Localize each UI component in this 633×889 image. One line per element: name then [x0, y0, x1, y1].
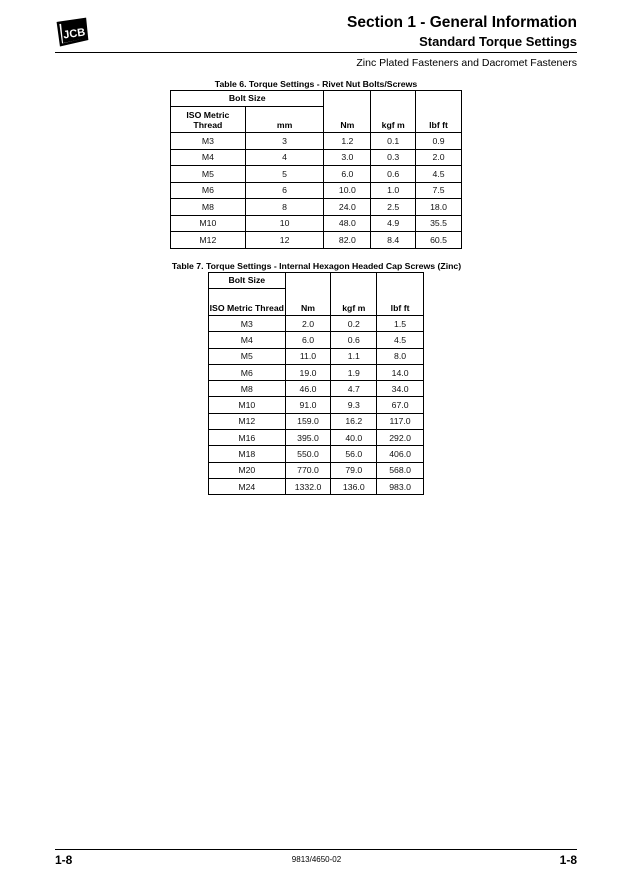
table-cell: M6: [171, 182, 246, 199]
table-cell: 11.0: [285, 348, 331, 364]
table-cell: 4: [245, 149, 324, 166]
table-cell: 56.0: [331, 446, 377, 462]
bolt-size-header: Bolt Size: [171, 91, 324, 107]
table-cell: M8: [209, 381, 286, 397]
table-cell: M8: [171, 199, 246, 216]
table-cell: 6.0: [324, 166, 371, 183]
table-cell: 2.0: [416, 149, 462, 166]
table-cell: 3: [245, 133, 324, 150]
table-row: [171, 215, 462, 232]
table-cell: 10.0: [324, 182, 371, 199]
table-cell: 0.1: [371, 133, 416, 150]
table-cell: 1.1: [331, 348, 377, 364]
col-header: lbf ft: [416, 91, 462, 133]
page-subtitle: Standard Torque Settings: [419, 34, 577, 49]
table-cell: 16.2: [331, 413, 377, 429]
col-header: lbf ft: [377, 273, 424, 316]
table-cell: 1.0: [371, 182, 416, 199]
table-cell: 4.5: [416, 166, 462, 183]
table-cell: 40.0: [331, 430, 377, 446]
page-number-left: 1-8: [55, 853, 73, 867]
table6-caption: Table 6. Torque Settings - Rivet Nut Bolts/Screws: [214, 79, 418, 89]
table-cell: 91.0: [285, 397, 331, 413]
table-cell: 4.5: [377, 332, 424, 348]
table-cell: 0.6: [371, 166, 416, 183]
table-cell: M4: [209, 332, 286, 348]
table-cell: 117.0: [377, 413, 424, 429]
table-cell: 6: [245, 182, 324, 199]
table-cell: M10: [171, 215, 246, 232]
table-cell: M5: [171, 166, 246, 183]
table-cell: 4.7: [331, 381, 377, 397]
table-row: [209, 397, 424, 413]
table-cell: M5: [209, 348, 286, 364]
page-number-right: 1-8: [559, 853, 577, 867]
table-cell: M3: [209, 316, 286, 332]
col-header: ISO Metric Thread: [209, 289, 286, 316]
table-cell: 48.0: [324, 215, 371, 232]
table-cell: M3: [171, 133, 246, 150]
col-header: kgf m: [371, 91, 416, 133]
table-cell: 6.0: [285, 332, 331, 348]
table-cell: M10: [209, 397, 286, 413]
table-row: [209, 348, 424, 364]
jcb-logo: [55, 17, 89, 47]
table-cell: 550.0: [285, 446, 331, 462]
table-cell: 2.5: [371, 199, 416, 216]
table-cell: 35.5: [416, 215, 462, 232]
table-row: [171, 133, 462, 150]
table-row: [171, 166, 462, 183]
table-cell: 34.0: [377, 381, 424, 397]
bolt-size-header: Bolt Size: [209, 273, 286, 289]
table-row: [209, 364, 424, 380]
table-row: [209, 478, 424, 494]
table-cell: 3.0: [324, 149, 371, 166]
table-cell: 1.9: [331, 364, 377, 380]
table-cell: M18: [209, 446, 286, 462]
section-title: Section 1 - General Information: [347, 14, 577, 31]
table-cell: 1332.0: [285, 478, 331, 494]
col-header: Nm: [285, 273, 331, 316]
table-cell: 5: [245, 166, 324, 183]
col-header: mm: [245, 107, 324, 133]
table7-caption: Table 7. Torque Settings - Internal Hexagon Headed Cap Screws (Zinc): [171, 261, 462, 271]
table-cell: 159.0: [285, 413, 331, 429]
table-row: [209, 381, 424, 397]
table-cell: 568.0: [377, 462, 424, 478]
table-row: [209, 430, 424, 446]
document-number: 9813/4650-02: [291, 855, 342, 864]
header-divider: [55, 52, 577, 53]
table-cell: 24.0: [324, 199, 371, 216]
table-cell: 79.0: [331, 462, 377, 478]
table-cell: 8: [245, 199, 324, 216]
subsection-title: Zinc Plated Fasteners and Dacromet Fasteners: [356, 57, 577, 69]
table-row: [171, 149, 462, 166]
table-cell: 770.0: [285, 462, 331, 478]
table-cell: 14.0: [377, 364, 424, 380]
table-cell: 1.5: [377, 316, 424, 332]
col-header: ISO Metric Thread: [171, 107, 246, 133]
table-cell: 46.0: [285, 381, 331, 397]
table-row: [171, 199, 462, 216]
table-cell: 60.5: [416, 232, 462, 249]
table-cell: 4.9: [371, 215, 416, 232]
table-cell: M12: [209, 413, 286, 429]
table-cell: 136.0: [331, 478, 377, 494]
table-cell: 19.0: [285, 364, 331, 380]
table-row: [209, 446, 424, 462]
table-cell: 292.0: [377, 430, 424, 446]
table-cell: 0.6: [331, 332, 377, 348]
table-row: [209, 316, 424, 332]
col-header: kgf m: [331, 273, 377, 316]
table-row: [209, 332, 424, 348]
table-cell: 406.0: [377, 446, 424, 462]
table-cell: 12: [245, 232, 324, 249]
table-cell: 7.5: [416, 182, 462, 199]
table-cell: M6: [209, 364, 286, 380]
table-cell: 67.0: [377, 397, 424, 413]
table-cell: M20: [209, 462, 286, 478]
table6-rivet-nut-bolts: [170, 90, 462, 249]
table-row: [209, 462, 424, 478]
table-cell: 82.0: [324, 232, 371, 249]
col-header: Nm: [324, 91, 371, 133]
table-cell: 2.0: [285, 316, 331, 332]
table-cell: M12: [171, 232, 246, 249]
table-cell: M4: [171, 149, 246, 166]
table-cell: M16: [209, 430, 286, 446]
table-row: [209, 413, 424, 429]
table-cell: 0.9: [416, 133, 462, 150]
footer-divider: [55, 849, 577, 850]
table-cell: 395.0: [285, 430, 331, 446]
table-cell: 0.2: [331, 316, 377, 332]
table-cell: 18.0: [416, 199, 462, 216]
table-cell: 1.2: [324, 133, 371, 150]
table-cell: 0.3: [371, 149, 416, 166]
table-cell: 9.3: [331, 397, 377, 413]
table-cell: 8.4: [371, 232, 416, 249]
table-cell: M24: [209, 478, 286, 494]
svg-text:JCB: JCB: [62, 26, 87, 42]
table-row: [171, 232, 462, 249]
table-row: [171, 182, 462, 199]
table-cell: 10: [245, 215, 324, 232]
table-cell: 8.0: [377, 348, 424, 364]
table-cell: 983.0: [377, 478, 424, 494]
table7-hex-cap-screws: [208, 272, 424, 495]
